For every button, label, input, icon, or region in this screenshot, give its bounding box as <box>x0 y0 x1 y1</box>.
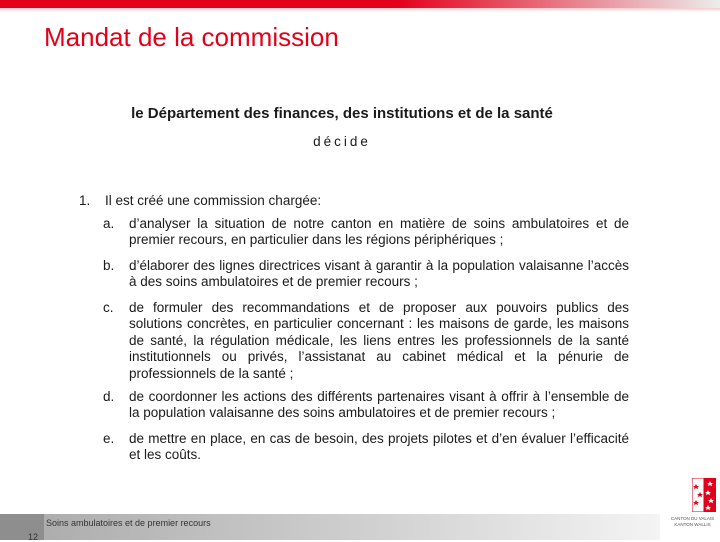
point-1 <box>79 193 321 208</box>
logo-caption-line2: KANTON WALLIS <box>674 522 711 527</box>
list-letter: a. <box>103 216 115 231</box>
slide-title: Mandat de la commission <box>44 22 339 52</box>
list-text: d’élaborer des lignes directrices visant à garantir à la population valaisanne l’accès à des soins ambulatoires et de premier recours ; <box>129 258 629 290</box>
list-item-e <box>103 431 629 464</box>
document-decision: décide <box>313 134 371 149</box>
footer-text: Soins ambulatoires et de premier recours <box>46 518 211 528</box>
point-number: 1. <box>79 193 91 208</box>
list-item-d <box>103 389 629 422</box>
list-letter: e. <box>103 431 115 446</box>
list-text: d’analyser la situation de notre canton en matière de soins ambulatoires et de premier recours, en particulier dans les régions périphériques ; <box>129 216 629 248</box>
document-heading: le Département des finances, des institutions et de la santé <box>131 105 553 122</box>
list-text: de coordonner les actions des différents partenaires visant à offrir à l’ensemble de la population valaisanne des soins ambulatoires et de premier recours ; <box>129 389 629 421</box>
page-number: 12 <box>28 532 39 542</box>
list-letter: c. <box>103 300 114 315</box>
logo-caption-line1: CANTON DU VALAIS <box>670 516 715 521</box>
list-item-c <box>103 300 629 382</box>
list-letter: d. <box>103 389 115 404</box>
list-text: de formuler des recommandations et de proposer aux pouvoirs publics des solutions concrètes, en particulier concernant : les maisons de garde, les maisons de santé, la régulation médicale, les liens entres les professionnels de la santé institutionnels ou privés, l’assistanat au cabinet médical et la pénurie de professionnels de la santé ; <box>129 300 629 381</box>
list-item-a <box>103 216 629 249</box>
top-accent-bar <box>0 0 720 8</box>
top-accent-fade <box>0 8 720 12</box>
list-item-b <box>103 258 629 291</box>
list-text: de mettre en place, en cas de besoin, des projets pilotes et d’en évaluer l’efficacité et les coûts. <box>129 431 629 463</box>
logo-caption <box>665 516 720 528</box>
canton-valais-logo-icon <box>692 478 716 512</box>
point-intro: Il est créé une commission chargée: <box>105 193 322 208</box>
list-letter: b. <box>103 258 115 273</box>
